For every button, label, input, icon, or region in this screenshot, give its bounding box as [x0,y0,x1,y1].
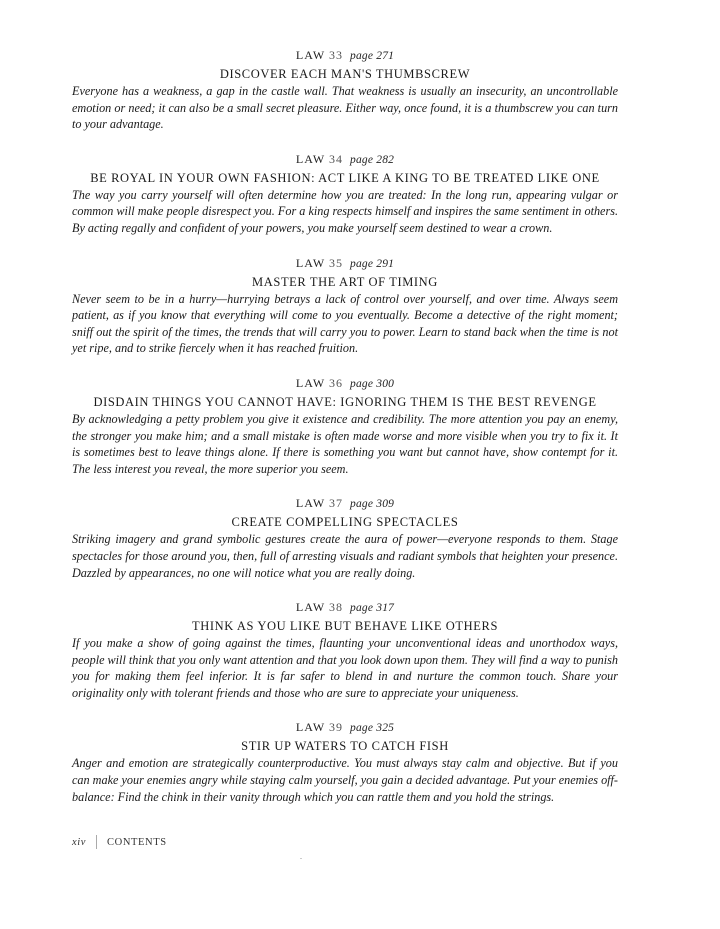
law-number: 39 [329,720,344,735]
law-page-ref: page 291 [350,257,395,270]
law-number: 37 [329,496,344,511]
law-title: THINK AS YOU LIKE BUT BEHAVE LIKE OTHERS [191,619,499,634]
footer-divider [96,835,97,849]
law-entry-35 [72,256,618,357]
law-entry-36 [72,376,618,477]
law-summary: Never seem to be in a hurry—hurrying betrays a lack of control over yourself, and over time. Always seem patient, as if you know that everything will come to you eventually. Become a detective of the right moment; sniff out the spirit of the times, the trends that will carry you to power. Learn to stand back when the time is not yet ripe, and to strike fiercely when it has reached fruition. [72,291,618,356]
law-label: LAW [295,600,326,615]
law-number: 33 [329,48,344,62]
law-heading [72,496,618,511]
law-summary: By acknowledging a petty problem you give it existence and credibility. The more attention you pay an enemy, the stronger you make him; and a small mistake is often made worse and more visible when you try to fix it. It is sometimes best to leave things alone. If there is something you want but cannot have, show contempt for it. The less interest you reveal, the more superior you seem. [72,411,618,476]
law-number: 34 [329,151,344,166]
law-page-ref: page 300 [350,377,395,390]
law-label: LAW [295,255,326,270]
law-entry-33 [72,48,618,133]
law-entry-39 [72,720,618,805]
law-entry-37 [72,496,618,581]
law-heading [72,600,618,615]
law-number: 35 [329,255,344,270]
contents-page [72,48,618,824]
running-footer-section: CONTENTS [107,836,167,848]
law-title: MASTER THE ART OF TIMING [252,274,438,289]
law-page-ref: page 325 [350,722,395,735]
law-summary: Everyone has a weakness, a gap in the castle wall. That weakness is usually an insecurity, an uncontrollable emotion or need; it can also be a small secret pleasure. Either way, once found, it is a thumbscrew you can turn to your advantage. [72,84,618,132]
law-number: 36 [329,375,344,390]
law-page-ref: page 317 [350,602,395,615]
law-entry-38 [72,600,618,701]
law-title: DISDAIN THINGS YOU CANNOT HAVE: IGNORING THEM IS THE BEST REVENGE [93,394,597,409]
law-summary: If you make a show of going against the times, flaunting your unconventional ideas and unorthodox ways, people will think that you only want attention and that you look down upon them. They will find a way to punish you for making them feel inferior. It is far safer to blend in and nurture the common touch. Share your originality only with tolerant friends and those who are sure to appreciate your uniqueness. [72,636,618,700]
law-label: LAW [295,720,326,735]
law-page-ref: page 271 [350,50,395,62]
law-title: STIR UP WATERS TO CATCH FISH [241,739,449,754]
law-heading [72,376,618,391]
law-heading [72,152,618,167]
law-title: BE ROYAL IN YOUR OWN FASHION: ACT LIKE A KING TO BE TREATED LIKE ONE [90,170,600,185]
law-summary: Anger and emotion are strategically counterproductive. You must always stay calm and objective. But if you can make your enemies angry while staying calm yourself, you gain a decided advantage. Put your enemies off-balance: Find the chink in their vanity through which you can rattle them and you hold the strings. [72,756,618,804]
law-page-ref: page 309 [350,498,395,511]
law-label: LAW [295,48,326,62]
scan-speck [300,858,302,859]
law-title: DISCOVER EACH MAN'S THUMBSCREW [219,67,471,81]
law-number: 38 [329,600,344,615]
page-footer [72,835,167,849]
law-entry-34 [72,152,618,237]
law-heading [72,256,618,271]
law-label: LAW [295,375,326,390]
law-title: CREATE COMPELLING SPECTACLES [231,515,459,530]
law-heading [72,720,618,735]
law-summary: The way you carry yourself will often determine how you are treated: In the long run, appearing vulgar or common will make people disrespect you. For a king respects himself and inspires the same sentiment in others. By acting regally and confident of your powers, you make yourself seem destined to wear a crown. [72,187,618,235]
law-label: LAW [295,496,326,511]
law-page-ref: page 282 [350,153,395,166]
law-heading [72,48,618,63]
page-number: xiv [72,836,87,848]
law-label: LAW [295,151,326,166]
law-summary: Striking imagery and grand symbolic gestures create the aura of power—everyone responds to them. Stage spectacles for those around you, then, full of arresting visuals and radiant symbols that heighten your presence. Dazzled by appearances, no one will notice what you are really doing. [72,532,618,580]
